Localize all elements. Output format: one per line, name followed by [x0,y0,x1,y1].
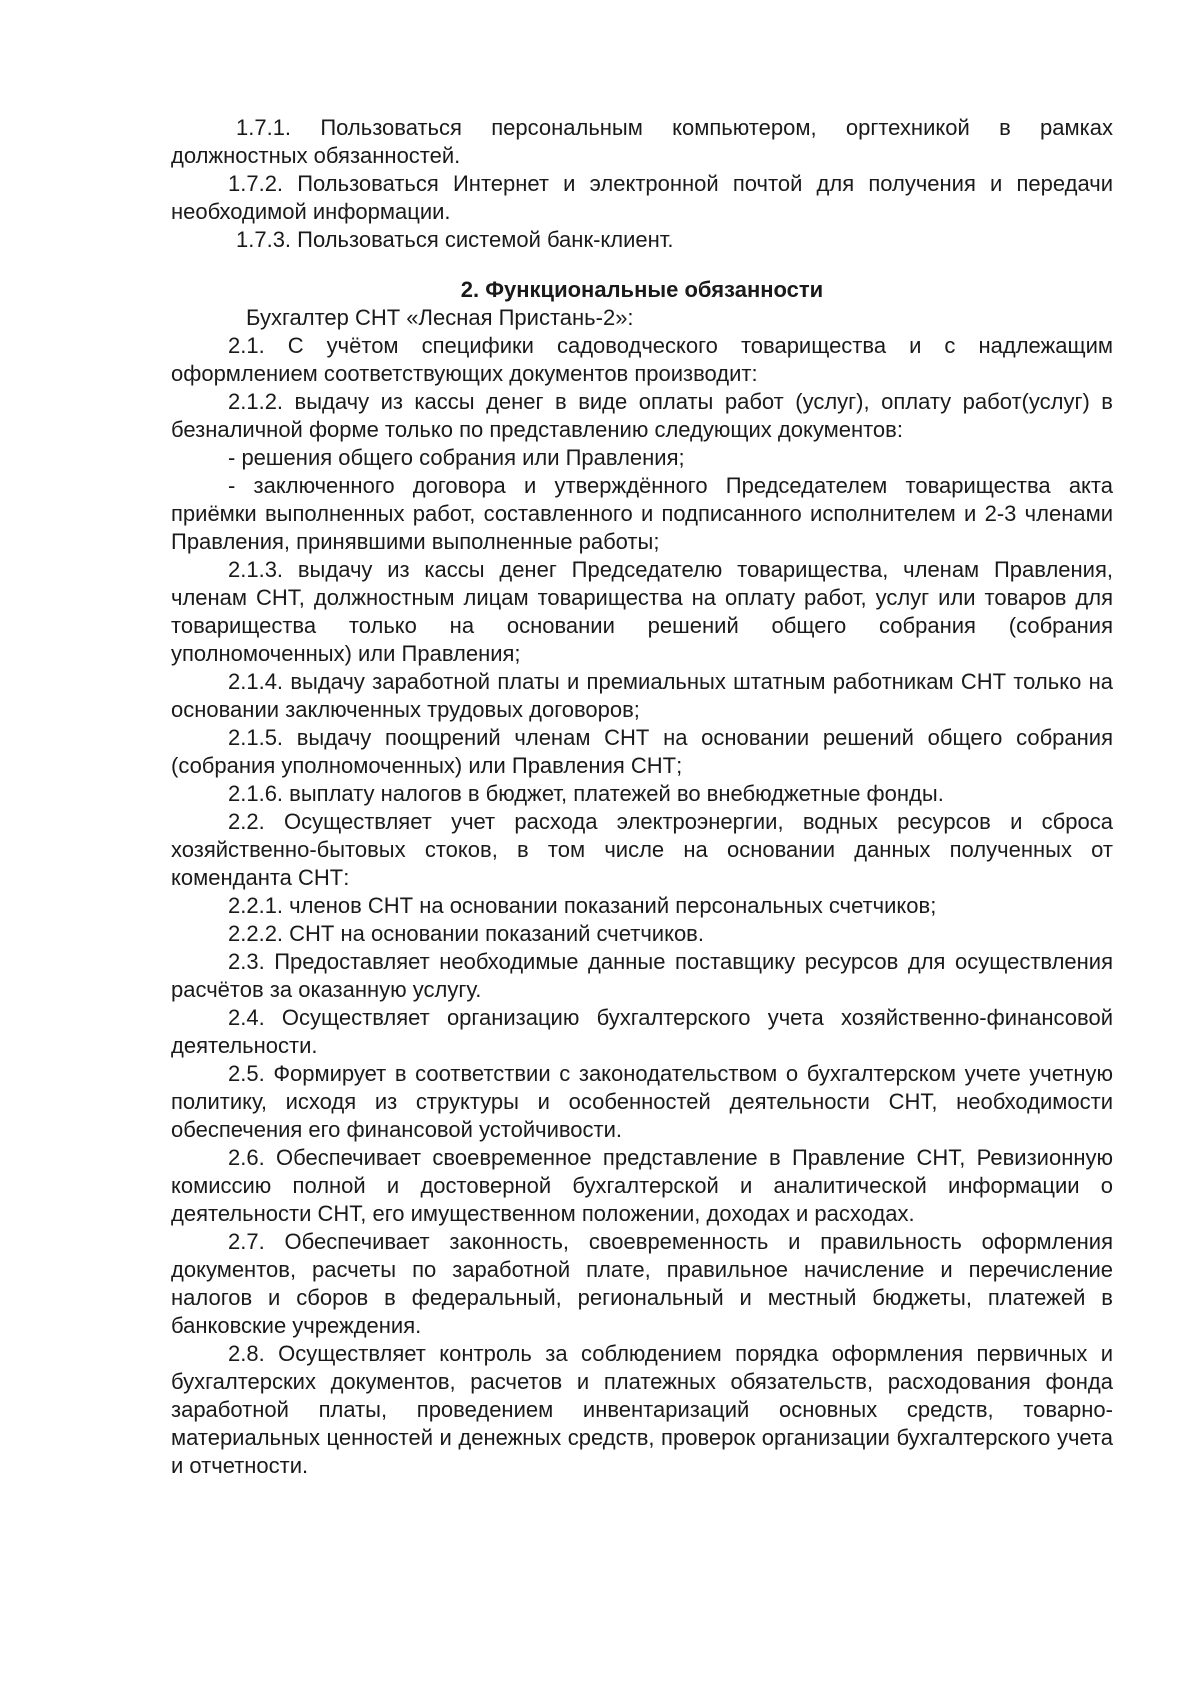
clause-2-1-4: 2.1.4. выдачу заработной платы и премиальных штатным работникам СНТ только на основании заключенных трудовых договоров; [171,669,1113,722]
clause-2-5: 2.5. Формирует в соответствии с законодательством о бухгалтерском учете учетную политику, исходя из структуры и особенностей деятельности СНТ, необходимости обеспечения его финансовой устойчивости. [171,1061,1113,1142]
clause-1-7-2: 1.7.2. Пользоваться Интернет и электронной почтой для получения и передачи необходимой информации. [171,171,1113,224]
clause-2-2-2: 2.2.2. СНТ на основании показаний счетчиков. [228,921,704,946]
list-item-decision: - решения общего собрания или Правления; [228,445,685,470]
clause-2-7: 2.7. Обеспечивает законность, своевременность и правильность оформления документов, расчеты по заработной плате, правильное начисление и перечисление налогов и сборов в федеральный, региональный и местный бюджеты, платежей в банковские учреждения. [171,1229,1113,1338]
document-page [171,114,1113,1480]
list-item-contract: - заключенного договора и утверждённого Председателем товарищества акта приёмки выполненных работ, составленного и подписанного исполнителем и 2-3 членами Правления, принявшими выполненные работы; [171,473,1113,554]
clause-2-1-6: 2.1.6. выплату налогов в бюджет, платежей во внебюджетные фонды. [228,781,944,806]
clause-2-6: 2.6. Обеспечивает своевременное представление в Правление СНТ, Ревизионную комиссию полной и достоверной бухгалтерской и аналитической информации о деятельности СНТ, его имущественном положении, доходах и расходах. [171,1145,1113,1226]
clause-2-1-2: 2.1.2. выдачу из кассы денег в виде оплаты работ (услуг), оплату работ(услуг) в безналичной форме только по представлению следующих документов: [171,389,1113,442]
clause-2-1-3: 2.1.3. выдачу из кассы денег Председателю товарищества, членам Правления, членам СНТ, должностным лицам товарищества на оплату работ, услуг или товаров для товарищества только на основании решений общего собрания (собрания уполномоченных) или Правления; [171,557,1113,666]
clause-2-1-5: 2.1.5. выдачу поощрений членам СНТ на основании решений общего собрания (собрания уполномоченных) или Правления СНТ; [171,725,1113,778]
clause-2-1: 2.1. С учётом специфики садоводческого товарищества и с надлежащим оформлением соответствующих документов производит: [171,333,1113,386]
clause-1-7-1: 1.7.1. Пользоваться персональным компьютером, оргтехникой в рамках должностных обязанностей. [171,115,1113,168]
clause-2-8: 2.8. Осуществляет контроль за соблюдением порядка оформления первичных и бухгалтерских документов, расчетов и платежных обязательств, расходования фонда заработной платы, проведением инвентаризаций основных средств, товарно-материальных ценностей и денежных средств, проверок организации бухгалтерского учета и отчетности. [171,1341,1113,1478]
clause-2-4: 2.4. Осуществляет организацию бухгалтерского учета хозяйственно-финансовой деятельности. [171,1005,1113,1058]
section-lead: Бухгалтер СНТ «Лесная Пристань-2»: [246,305,634,330]
clause-1-7-3: 1.7.3. Пользоваться системой банк-клиент. [236,227,674,252]
section-title: 2. Функциональные обязанности [460,277,824,302]
clause-2-3: 2.3. Предоставляет необходимые данные поставщику ресурсов для осуществления расчётов за оказанную услугу. [171,949,1113,1002]
clause-2-2-1: 2.2.1. членов СНТ на основании показаний персональных счетчиков; [228,893,937,918]
clause-2-2: 2.2. Осуществляет учет расхода электроэнергии, водных ресурсов и сброса хозяйственно-бытовых стоков, в том числе на основании данных полученных от коменданта СНТ: [171,809,1113,890]
